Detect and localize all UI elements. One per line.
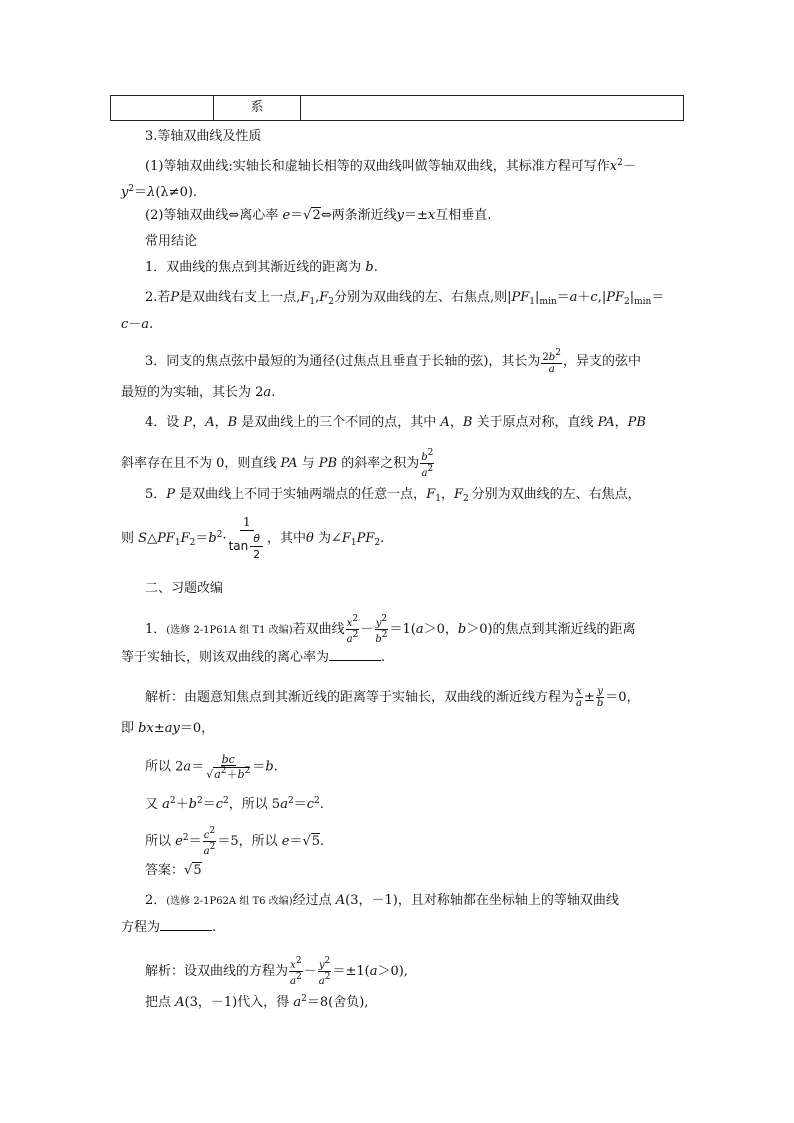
table-cell: 系 <box>214 96 301 120</box>
paragraph: (1)等轴双曲线:实轴长和虚轴长相等的双曲线叫做等轴双曲线，其标准方程可写作$x^2-$ <box>145 158 636 174</box>
paragraph: $y^2=\lambda(\lambda\ne 0)$. <box>121 184 198 200</box>
paragraph: c－a. <box>121 317 154 332</box>
solution: 所以 $e^2=$ $\frac{c2}{a2}$ ＝5，所以 e＝√5. <box>145 826 325 857</box>
question: 1．(选修 2-1P61A 组 T1 改编)若双曲线 $\frac{x2}{a2}$ － $\frac{y2}{b2}$ ＝1(a＞0，b＞0)的焦点到其渐近线的距离 <box>145 614 636 645</box>
section-heading: 二、习题改编 <box>145 581 224 596</box>
paragraph: (2)等轴双曲线⇔离心率 e＝√2⇔两条渐近线y＝±x互相垂直. <box>145 208 492 223</box>
question: 等于实轴长，则该双曲线的离心率为 . <box>121 650 386 665</box>
table-cell <box>301 96 683 120</box>
question: 2．(选修 2-1P62A 组 T6 改编)经过点 A(3，－1)，且对称轴都在坐标轴上的等轴双曲线 <box>145 893 619 908</box>
solution: 所以 2a＝ $\frac{bc}{√a^2+b^2}$ ＝b. <box>145 753 278 781</box>
table-row <box>110 95 684 121</box>
solution: 解析：设双曲线的方程为 $\frac{x2}{a2}$ － $\frac{y2}{a2}$ ＝±1(a＞0), <box>145 956 408 987</box>
solution: 解析：由题意知焦点到其渐近线的距离等于实轴长，双曲线的渐近线方程为 $\frac{x}{a}$ ± $\frac{y}{b}$ ＝0， <box>145 686 640 709</box>
answer-blank <box>160 918 212 931</box>
paragraph: 斜率存在且不为 0，则直线 PA 与 PB 的斜率之积为 $\frac{b2}{a2}$ <box>121 448 434 479</box>
paragraph: 4．设 P，A，B 是双曲线上的三个不同的点，其中 A，B 关于原点对称，直线 PA，PB <box>145 415 646 430</box>
paragraph: 最短的为实轴，其长为 2a. <box>121 385 276 400</box>
paragraph: 则 $S\triangle PF_1F_2=b^2\cdot$ 1 tan $\frac{\theta}{2}$ ，其中θ 为$\angle F_1PF_2$. <box>121 515 385 561</box>
solution: 即 bx±ay＝0， <box>121 721 215 736</box>
section-heading: 常用结论 <box>145 234 198 249</box>
answer-blank <box>329 648 381 661</box>
paragraph: 5．P 是双曲线上不同于实轴两端点的任意一点，$F_1$，$F_2$ 分别为双曲线的左、右焦点， <box>145 487 641 504</box>
section-heading: 3.等轴双曲线及性质 <box>145 129 262 144</box>
question: 方程为 . <box>121 920 217 935</box>
paragraph: 3．同支的焦点弦中最短的为通径(过焦点且垂直于长轴的弦)，其长为 $\frac{2b2}{a}$ ，异支的弦中 <box>145 348 641 375</box>
answer: 答案：√5 <box>145 863 202 878</box>
solution: 把点 A(3，－1)代入，得 $a^2=8$(舍负), <box>145 994 369 1010</box>
paragraph: 2.若P是双曲线右支上一点$,F_1,F_2$分别为双曲线的左、右焦点,则$|PF_1|_{min}=a+c,|PF_2|_{min}=$ <box>145 290 665 307</box>
paragraph: 1．双曲线的焦点到其渐近线的距离为 b. <box>145 260 378 275</box>
solution: 又 $a^2+b^2=c^2$，所以 $5a^2=c^2$. <box>145 796 324 812</box>
table-cell <box>111 96 214 120</box>
